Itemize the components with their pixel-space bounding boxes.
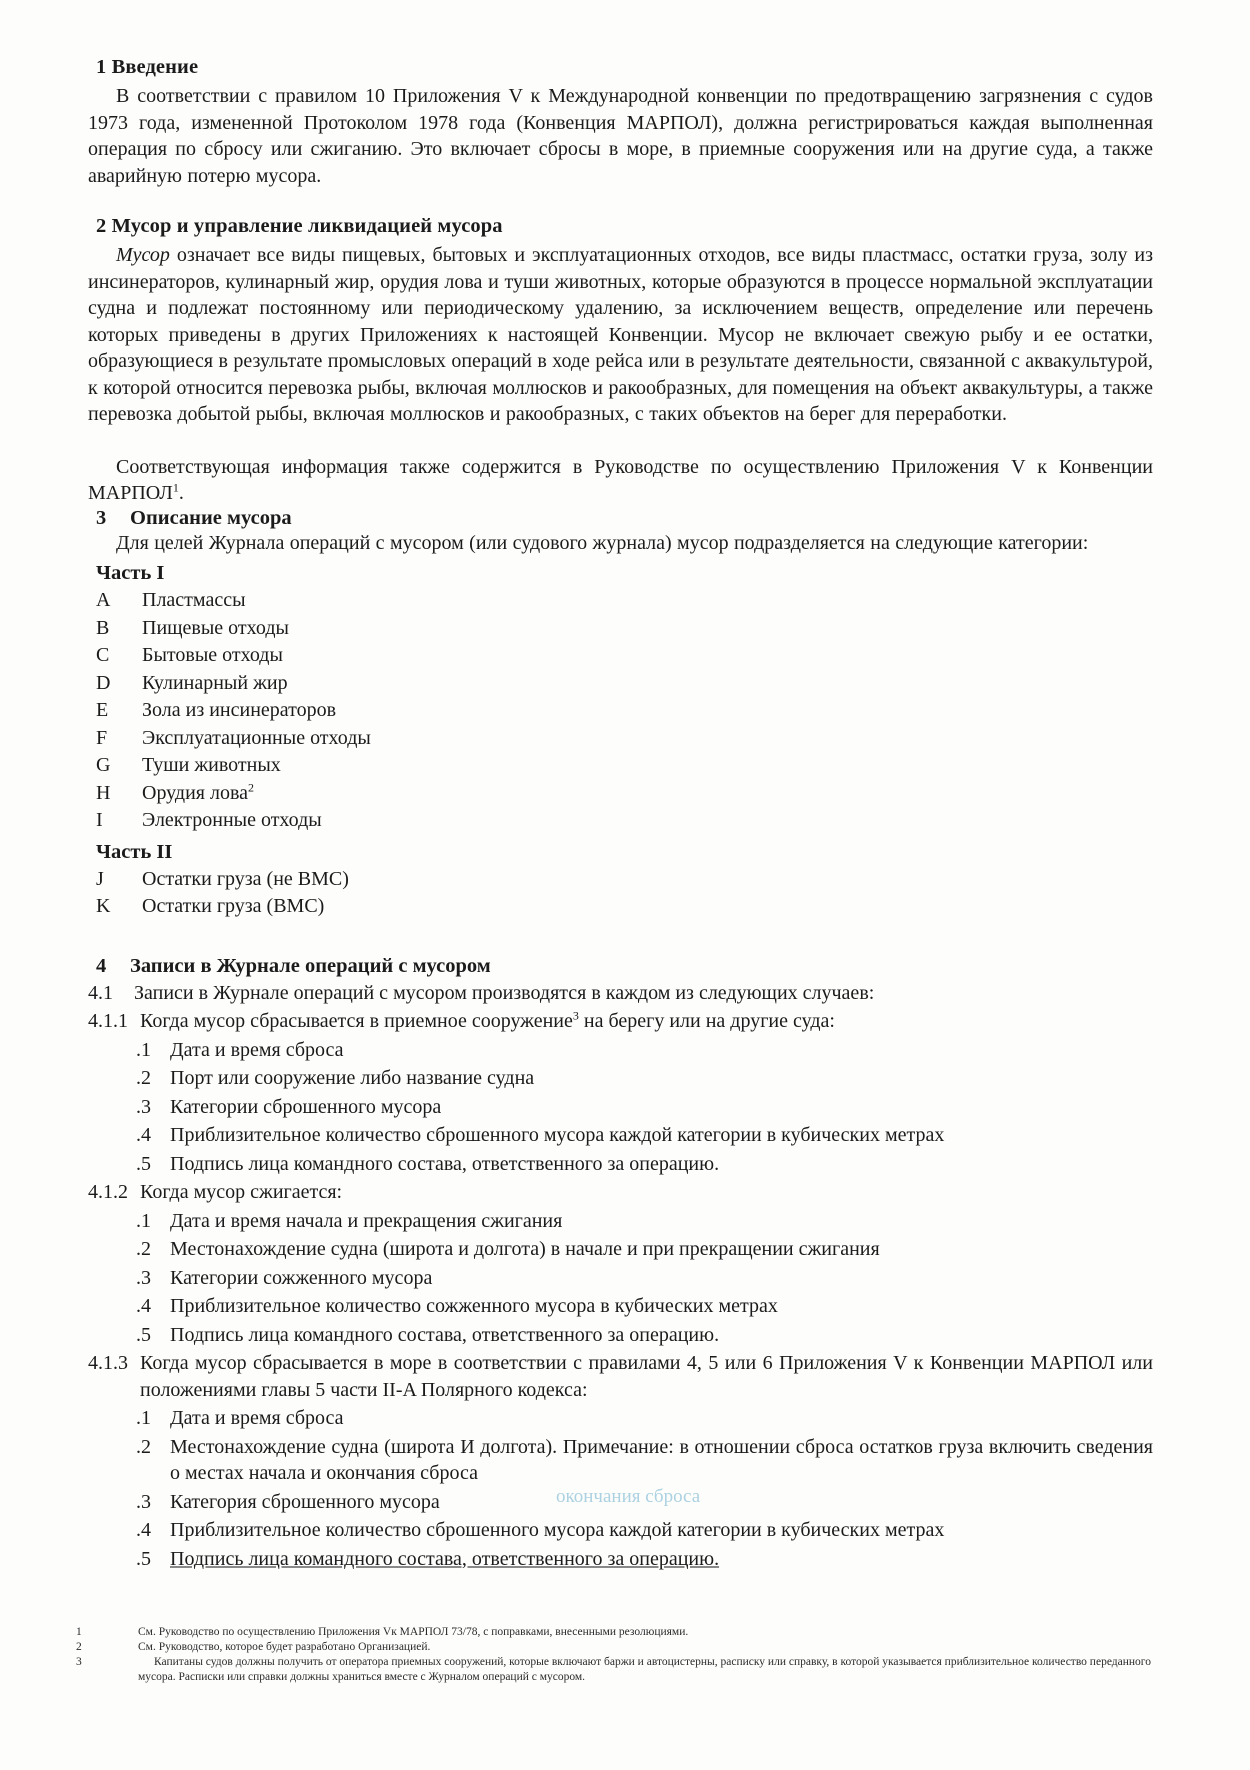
paragraph-categories-intro: Для целей Журнала операций с мусором (или судового журнала) мусор подразделяется на следующие категории:: [116, 531, 1089, 554]
subclause-tag: .1: [136, 1038, 151, 1061]
list-item: [96, 780, 1153, 808]
category-label: Остатки груза (ВМС): [142, 895, 325, 917]
category-label: Орудия лова: [142, 781, 249, 804]
category-label: Зола из инсинераторов: [142, 699, 337, 721]
subclause-tag: .4: [136, 1519, 151, 1541]
document-body: [88, 56, 1153, 1572]
category-letter: E: [96, 699, 109, 721]
footnote-ref-3: 3: [572, 1008, 579, 1023]
subclause-text: Дата и время сброса: [170, 1038, 344, 1061]
list-item: [96, 725, 1153, 753]
subclause: [88, 1065, 1153, 1092]
heading-record-entries-number: 4: [96, 954, 107, 977]
subclause-text: Приблизительное количество сброшенного мусора каждой категории в кубических метрах: [170, 1519, 945, 1541]
subclause-text: Порт или сооружение либо название судна: [170, 1067, 535, 1089]
heading-introduction: 1 Введение: [96, 56, 199, 78]
list-item: [96, 697, 1153, 725]
footnote-3-number: 3: [76, 1656, 82, 1668]
subclause-text: Дата и время сброса: [170, 1407, 344, 1429]
paragraph-garbage-definition: [88, 242, 1153, 428]
footnote-3: [76, 1655, 1166, 1685]
clause-4-1-3-text: Когда мусор сбрасывается в море в соответствии с правилами 4, 5 или 6 Приложения V к Конвенции МАРПОЛ или положениями главы 5 части II-A Полярного кодекса:: [140, 1352, 1153, 1401]
subclause: [88, 1434, 1153, 1487]
clause-4-1: [88, 980, 1153, 1007]
subclause-tag: .2: [136, 1435, 151, 1458]
subclause: [88, 1546, 1153, 1573]
category-label-fishing-gear: [142, 780, 1153, 808]
list-item: [96, 893, 1153, 921]
list-item: [96, 807, 1153, 835]
footnote-ref-2: 2: [248, 779, 255, 794]
subclause-text: Подпись лица командного состава, ответственного за операцию.: [170, 1323, 720, 1346]
clause-4-1-3: [88, 1350, 1153, 1403]
subclause: [88, 1122, 1153, 1149]
category-label: Остатки груза (не ВМС): [142, 867, 349, 890]
subclause-tag: .5: [136, 1152, 151, 1175]
footnote-1-text: См. Руководство по осуществлению Приложения Vк МАРПОЛ 73/78, с поправками, внесенными резолюциями.: [138, 1626, 689, 1638]
footnote-1: [76, 1625, 1166, 1640]
subclause-text: Подпись лица командного состава, ответственного за операцию.: [170, 1152, 720, 1175]
subclause-text: Местонахождение судна (широта и долгота) в начале и при прекращении сжигания: [170, 1238, 880, 1260]
subclause: [88, 1236, 1153, 1263]
list-item: [96, 752, 1153, 780]
clause-4-1-1-text-part1: Когда мусор сбрасывается в приемное сооружение: [140, 1010, 573, 1032]
category-label: Пластмассы: [142, 589, 246, 611]
heading-garbage-description-number: 3: [96, 506, 107, 529]
subclause-tag: .1: [136, 1407, 151, 1429]
subclause-text: Подпись лица командного состава, ответственного за операцию.: [170, 1547, 720, 1570]
heading-garbage-management: 2 Мусор и управление ликвидацией мусора: [96, 215, 503, 237]
clause-4-1-2-tag: 4.1.2: [88, 1181, 128, 1203]
heading-part-1: Часть I: [96, 562, 165, 584]
clause-4-1-3-tag: 4.1.3: [88, 1352, 128, 1374]
subclause-tag: .4: [136, 1295, 151, 1317]
subclause-tag: .4: [136, 1124, 151, 1146]
footnote-3-text: Капитаны судов должны получить от оператора приемных сооружений, которые включают баржи и автоцистерны, расписку или справку, в которой указывается приблизительное количество переданного мусора. Расписки или справки должны храниться вместе с Журналом операций с мусором.: [138, 1656, 1151, 1683]
subclause: [88, 1151, 1153, 1178]
clause-4-1-1-text-part2: на берегу или на другие суда:: [578, 1010, 835, 1032]
subclause: [88, 1489, 1153, 1516]
subclause-text: Местонахождение судна (широта И долгота). Примечание: в отношении сброса остатков груза включить сведения о местах начала и окончания сброса: [170, 1435, 1153, 1484]
category-label: Эксплуатационные отходы: [142, 726, 371, 749]
subclause: [88, 1293, 1153, 1320]
category-letter: B: [96, 616, 110, 639]
heading-record-entries-text: Записи в Журнале операций с мусором: [130, 954, 491, 977]
list-item: [96, 866, 1153, 894]
subclause: [88, 1517, 1153, 1544]
category-letter: H: [96, 781, 111, 804]
subclause: [88, 1265, 1153, 1292]
subclause-tag: .5: [136, 1323, 151, 1346]
category-label: Туши животных: [142, 754, 281, 776]
watermark-text: окончания сброса: [556, 1486, 701, 1507]
subclause-text: Категория сброшенного мусора: [170, 1490, 440, 1513]
category-list-part-2: [88, 866, 1153, 921]
category-letter: I: [96, 809, 103, 831]
list-item: [96, 587, 1153, 615]
clause-4-1-tag: 4.1: [88, 981, 113, 1004]
clause-4-1-2: [88, 1179, 1153, 1206]
subclause-tag: .5: [136, 1547, 151, 1570]
footnote-ref-1: 1: [172, 480, 179, 495]
subclause: [88, 1037, 1153, 1064]
heading-garbage-description-text: Описание мусора: [130, 506, 292, 529]
category-label: Бытовые отходы: [142, 644, 283, 666]
paragraph-guidelines-tail: .: [178, 482, 184, 504]
paragraph-guidelines-text: Соответствующая информация также содержится в Руководстве по осуществлению Приложения V к Конвенции МАРПОЛ: [88, 455, 1153, 504]
subclause-tag: .2: [136, 1238, 151, 1260]
paragraph-garbage-definition-text: означает все виды пищевых, бытовых и эксплуатационных отходов, все виды пластмасс, остатки груза, золу из инсинераторов, кулинарный жир, орудия лова и туши животных, которые образуются в процессе нормальной эксплуатации судна и подлежат постоянному или периодическому удалению, за исключением веществ, определение или перечень которых приведены в других Приложениях к настоящей Конвенции. Мусор не включает свежую рыбу и ее остатки, образующиеся в результате промысловых операций в ходе рейса или в результате деятельности, связанной с аквакультурой, к которой относится перевозка рыбы, включая моллюсков и ракообразных, для помещения на объект аквакультуры, а также перевозка добытой рыбы, включая моллюсков и ракообразных, с таких объектов на берег для переработки.: [88, 244, 1153, 425]
list-item: [96, 642, 1153, 670]
clause-4-1-text: Записи в Журнале операций с мусором производятся в каждом из следующих случаев:: [134, 981, 875, 1004]
category-letter: J: [96, 867, 104, 890]
subclause-text: Дата и время начала и прекращения сжигания: [170, 1209, 563, 1232]
category-letter: G: [96, 754, 111, 776]
category-list-part-1: [88, 587, 1153, 835]
subclause-tag: .3: [136, 1266, 151, 1289]
category-label: Кулинарный жир: [142, 671, 288, 694]
clause-4-1-2-text: Когда мусор сжигается:: [140, 1181, 343, 1203]
category-letter: A: [96, 589, 111, 611]
subclause-tag: .2: [136, 1067, 151, 1089]
footnote-2-text: См. Руководство, которое будет разработано Организацией.: [138, 1641, 431, 1653]
subclause: [88, 1405, 1153, 1432]
list-item: [96, 670, 1153, 698]
clause-4-1-1: [88, 1008, 1153, 1035]
subclause: [88, 1094, 1153, 1121]
paragraph-introduction: В соответствии с правилом 10 Приложения V к Международной конвенции по предотвращению загрязнения с судов 1973 года, измененной Протоколом 1978 года (Конвенция МАРПОЛ), должна регистрироваться каждая выполненная операция по сбросу или сжиганию. Это включает сбросы в море, в приемные сооружения или на другие суда, а также аварийную потерю мусора.: [88, 85, 1153, 187]
subclause-tag: .1: [136, 1209, 151, 1232]
subclause: [88, 1208, 1153, 1235]
subclause-tag: .3: [136, 1490, 151, 1513]
subclause: [88, 1322, 1153, 1349]
subclause-text: Категории сожженного мусора: [170, 1266, 433, 1289]
category-letter: K: [96, 895, 111, 917]
heading-garbage-description: [88, 507, 1153, 530]
subclause-text: Категории сброшенного мусора: [170, 1095, 442, 1118]
footnote-1-number: 1: [76, 1626, 82, 1638]
category-letter: D: [96, 671, 111, 694]
term-garbage: Мусор: [116, 244, 170, 266]
clause-4-1-1-text: [140, 1008, 1153, 1035]
heading-record-entries: [88, 955, 1153, 978]
category-letter: C: [96, 644, 110, 666]
footnote-2-number: 2: [76, 1641, 82, 1653]
category-letter: F: [96, 726, 108, 749]
category-label: Электронные отходы: [142, 809, 322, 831]
subclause-tag: .3: [136, 1095, 151, 1118]
paragraph-guidelines-reference: [88, 454, 1153, 507]
footnote-2: [76, 1640, 1166, 1655]
heading-part-2: Часть II: [96, 840, 173, 863]
category-label: Пищевые отходы: [142, 616, 289, 639]
subclause-text: Приблизительное количество сожженного мусора в кубических метрах: [170, 1295, 778, 1317]
list-item: [96, 615, 1153, 643]
clause-4-1-1-tag: 4.1.1: [88, 1010, 128, 1032]
footnote-block: [76, 1625, 1166, 1685]
subclause-text: Приблизительное количество сброшенного мусора каждой категории в кубических метрах: [170, 1124, 945, 1146]
